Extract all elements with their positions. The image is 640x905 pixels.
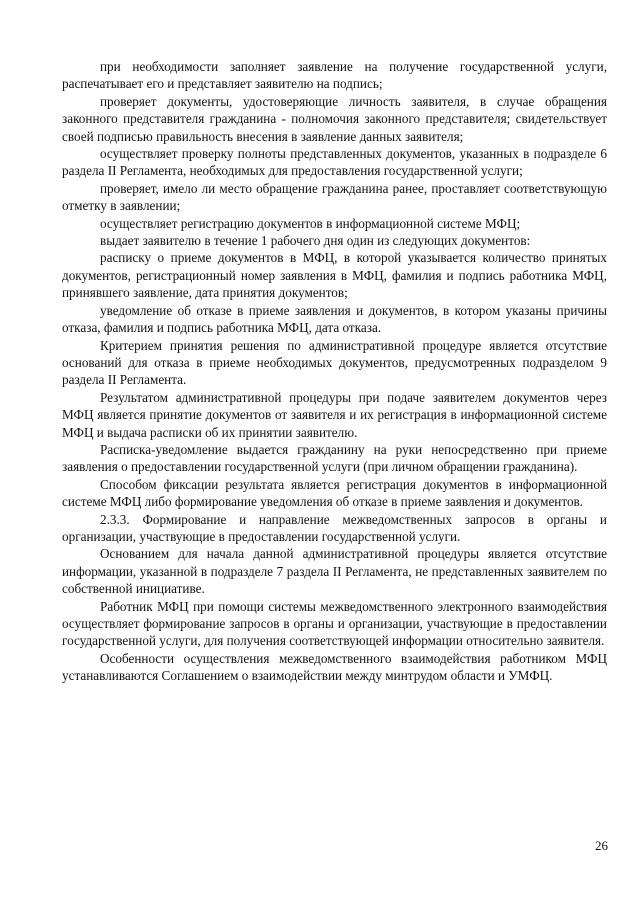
paragraph-fill-application: при необходимости заполняет заявление на получение государственной услуги, распечатывает его и представляет заявителю на подпись; [62,59,607,92]
paragraph-register-documents: осуществляет регистрацию документов в информационной системе МФЦ; [100,215,521,231]
paragraph-check-identity: проверяет документы, удостоверяющие личность заявителя, в случае обращения законного представителя гражданина - полномочия законного представителя; свидетельствует своей подписью правильность внесения в заявление данных заявителя; [62,93,607,144]
paragraph-issue-documents: выдает заявителю в течение 1 рабочего дня один из следующих документов: [100,233,531,249]
paragraph-check-previous-appeal: проверяет, имело ли место обращение гражданина ранее, проставляет соответствующую отметку в заявлении; [62,180,607,214]
paragraph-fixation-method: Способом фиксации результата является регистрация документов в информационной системе МФЦ либо формирование уведомления об отказе в приеме заявления и документов. [62,476,607,510]
paragraph-procedure-basis: Основанием для начала данной административной процедуры является отсутствие информации, указанной в подразделе 7 раздела II Регламента, не представленных заявителем по собственной инициативе. [62,546,607,597]
document-page [62,58,607,685]
paragraph-interaction-features: Особенности осуществления межведомственного взаимодействия работником МФЦ устанавливаются Соглашением о взаимодействии между минтрудом области и УМФЦ. [62,650,607,684]
paragraph-procedure-result: Результатом административной процедуры при подаче заявителем документов через МФЦ является принятие документов от заявителя и их регистрация в информационной системе МФЦ и выдача расписки об их принятии заявителю. [62,389,607,440]
paragraph-receipt: расписку о приеме документов в МФЦ, в которой указывается количество принятых документов, регистрационный номер заявления в МФЦ, фамилия и подпись работника МФЦ, принявшего заявление, дата принятия документов; [62,250,607,301]
paragraph-section-2-3-3: 2.3.3. Формирование и направление межведомственных запросов в органы и организации, участвующие в предоставлении государственной услуги. [62,511,607,544]
paragraph-refusal-notice: уведомление об отказе в приеме заявления и документов, в котором указаны причины отказа, фамилия и подпись работника МФЦ, дата отказа. [62,302,607,336]
paragraph-check-completeness: осуществляет проверку полноты представленных документов, указанных в подразделе 6 раздела II Регламента, необходимых для предоставления государственной услуги; [62,146,607,179]
paragraph-decision-criterion: Критерием принятия решения по административной процедуре является отсутствие оснований для отказа в приеме необходимых документов, предусмотренных подразделом 9 раздела II Регламента. [62,337,607,388]
paragraph-receipt-notice: Расписка-уведомление выдается гражданину на руки непосредственно при приеме заявления о предоставлении государственной услуги (при личном обращении гражданина). [62,441,607,475]
paragraph-interagency-requests: Работник МФЦ при помощи системы межведомственного электронного взаимодействия осуществляет формирование запросов в органы и организации, участвующие в предоставлении государственной услуги, для получения соответствующей информации относительно заявителя. [62,598,607,649]
page-number: 26 [595,838,608,853]
